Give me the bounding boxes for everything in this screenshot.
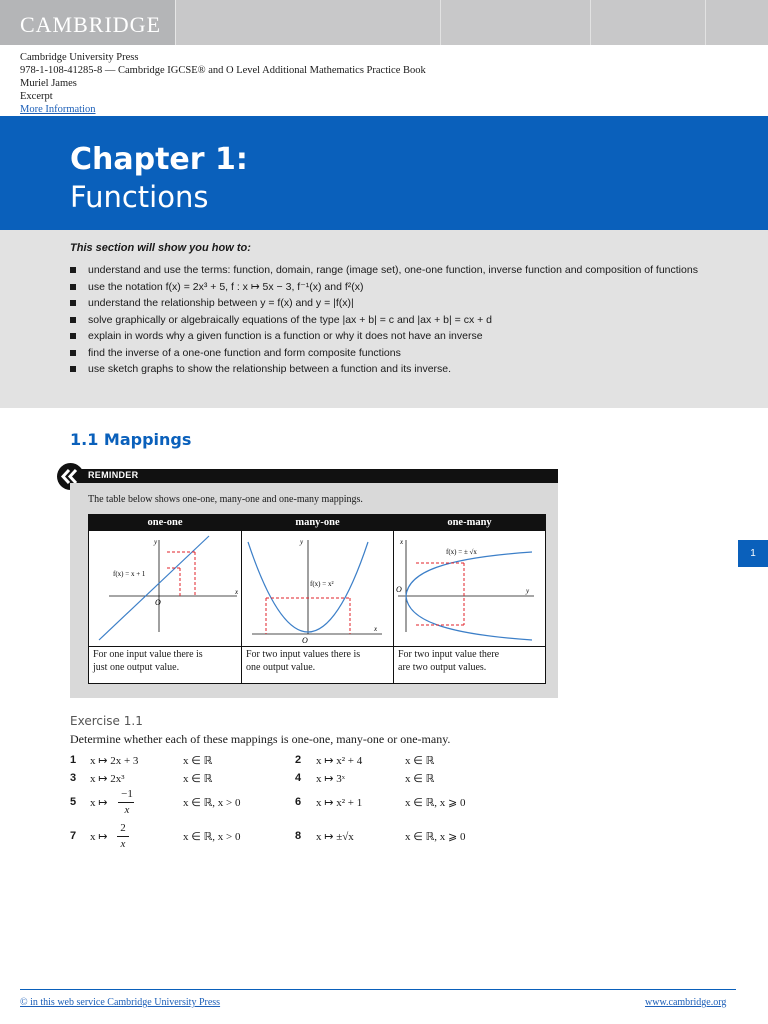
objectives-heading: This section will show you how to: xyxy=(70,242,251,254)
question-number: 5 xyxy=(70,796,77,808)
fraction-denominator: x xyxy=(124,804,130,816)
author: Muriel James xyxy=(20,78,77,89)
brand-text: CAMBRIDGE xyxy=(20,12,162,37)
many-one-description: For two input values there is one output value. xyxy=(246,649,361,673)
fraction-numerator: −1 xyxy=(121,788,133,800)
question-mapping: x ↦ 3ˣ xyxy=(316,773,345,785)
fraction-numerator: 2 xyxy=(120,822,126,834)
objective-item: solve graphically or algebraically equations of the type |ax + b| = c and |ax + b| = cx + d xyxy=(70,314,710,327)
svg-text:x: x xyxy=(374,625,378,633)
objective-item: understand and use the terms: function, domain, range (image set), one-one function, inverse function and composition of functions xyxy=(70,264,710,277)
objective-item: find the inverse of a one-one function and form composite functions xyxy=(70,347,710,360)
exercise-instruction: Determine whether each of these mappings is one-one, many-one or one-many. xyxy=(70,732,451,746)
question-mapping: x ↦ 2x³ xyxy=(90,773,125,785)
svg-text:x: x xyxy=(235,588,239,596)
question-domain: x ∈ ℝ xyxy=(183,755,213,767)
question-mapping: x ↦ x² + 4 xyxy=(316,755,363,767)
objective-item: explain in words why a given function is a function or why it does not have an inverse xyxy=(70,330,710,343)
question-domain: x ∈ ℝ, x > 0 xyxy=(183,797,241,809)
objective-item: use sketch graphs to show the relationship between a function and its inverse. xyxy=(70,363,710,376)
fraction-bar xyxy=(118,802,134,803)
mappings-table xyxy=(88,514,546,684)
cambridge-logo[interactable] xyxy=(0,0,176,45)
copyright-link[interactable]: © in this web service Cambridge University Press xyxy=(20,997,221,1008)
table-divider xyxy=(89,646,545,647)
many-one-func-label: f(x) = x² xyxy=(310,580,334,588)
svg-text:O: O xyxy=(155,598,161,607)
question-domain: x ∈ ℝ, x ⩾ 0 xyxy=(405,831,466,843)
one-many-description: For two input value there are two output values. xyxy=(398,649,500,673)
question-mapping: x ↦ ±√x xyxy=(316,831,354,843)
fraction-bar xyxy=(117,836,129,837)
chapter-banner xyxy=(0,116,768,230)
one-one-description: For one input value there is just one output value. xyxy=(93,649,203,673)
svg-text:y: y xyxy=(526,587,530,595)
excerpt-label: Excerpt xyxy=(20,91,53,102)
question-mapping: x ↦ 2x + 3 xyxy=(90,755,139,767)
svg-text:y: y xyxy=(154,538,158,546)
question-domain: x ∈ ℝ xyxy=(405,773,435,785)
more-information-link[interactable]: More Information xyxy=(20,104,96,115)
page-number-tab: 1 xyxy=(738,540,768,567)
isbn-title: 978-1-108-41285-8 — Cambridge IGCSE® and O Level Additional Mathematics Practice Book xyxy=(20,65,426,76)
one-many-graph xyxy=(394,532,545,646)
question-domain: x ∈ ℝ, x > 0 xyxy=(183,831,241,843)
question-number: 4 xyxy=(295,772,302,784)
section-title: 1.1 Mappings xyxy=(70,430,192,449)
objective-item: understand the relationship between y = f(x) and y = |f(x)| xyxy=(70,297,710,310)
objectives-list xyxy=(70,264,710,380)
col-header-one-one: one-one xyxy=(89,515,241,531)
question-domain: x ∈ ℝ xyxy=(405,755,435,767)
question-domain: x ∈ ℝ xyxy=(183,773,213,785)
footer-rule xyxy=(20,989,736,990)
book-meta xyxy=(20,51,426,116)
question-number: 8 xyxy=(295,830,302,842)
publisher: Cambridge University Press xyxy=(20,52,139,63)
question-number: 1 xyxy=(70,754,77,766)
top-bar xyxy=(0,0,768,45)
one-many-func-label: f(x) = ± √x xyxy=(446,548,477,556)
reminder-box xyxy=(70,483,558,698)
objective-item: use the notation f(x) = 2x³ + 5, f : x ↦ 5x − 3, f⁻¹(x) and f²(x) xyxy=(70,281,710,294)
reminder-bar xyxy=(70,469,558,483)
svg-text:O: O xyxy=(396,585,402,594)
many-one-graph xyxy=(242,532,393,646)
fraction-denominator: x xyxy=(120,838,126,850)
question-number: 2 xyxy=(295,754,302,766)
top-bar-divider xyxy=(705,0,706,45)
svg-text:O: O xyxy=(302,636,308,645)
svg-text:x: x xyxy=(400,538,404,546)
svg-text:y: y xyxy=(300,538,304,546)
question-number: 6 xyxy=(295,796,302,808)
question-domain: x ∈ ℝ, x ⩾ 0 xyxy=(405,797,466,809)
question-mapping: x ↦ xyxy=(90,831,108,843)
question-number: 7 xyxy=(70,830,77,842)
cambridge-website-link[interactable]: www.cambridge.org xyxy=(645,997,727,1008)
reminder-label: REMINDER xyxy=(88,470,139,480)
objectives-box xyxy=(0,230,768,408)
one-one-graph xyxy=(89,532,241,646)
chapter-number: Chapter 1: xyxy=(70,142,248,177)
exercise-title: Exercise 1.1 xyxy=(70,714,143,728)
chapter-title: Functions xyxy=(70,180,209,214)
one-one-func-label: f(x) = x + 1 xyxy=(113,570,146,578)
reminder-intro: The table below shows one-one, many-one and one-many mappings. xyxy=(88,494,363,505)
col-header-many-one: many-one xyxy=(242,515,393,531)
question-mapping: x ↦ x² + 1 xyxy=(316,797,363,809)
top-bar-divider xyxy=(590,0,591,45)
top-bar-divider xyxy=(440,0,441,45)
question-number: 3 xyxy=(70,772,77,784)
col-header-one-many: one-many xyxy=(394,515,545,531)
question-mapping: x ↦ xyxy=(90,797,108,809)
